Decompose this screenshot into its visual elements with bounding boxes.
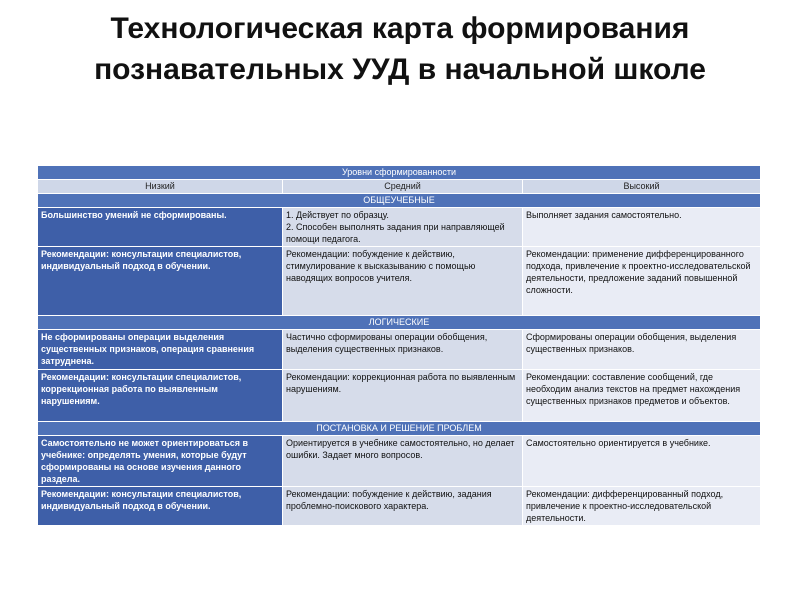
medium-level-cell: Ориентируется в учебнике самостоятельно, но делает ошибки. Задает много вопросов. [283, 436, 523, 487]
column-medium: Средний [283, 180, 523, 194]
table-row [38, 436, 761, 487]
high-level-cell: Рекомендации: дифференцированный подход, привлечение к проектно-исследовательской деятельности. [523, 487, 761, 526]
table-row [38, 247, 761, 316]
high-level-cell: Рекомендации: составление сообщений, где необходим анализ текстов на предмет нахождения существенных признаков предметов и объектов. [523, 370, 761, 422]
low-level-cell: Самостоятельно не может ориентироваться в учебнике: определять умения, которые будут сформированы на основе изучения данного раздела. [38, 436, 283, 487]
section-header: ПОСТАНОВКА И РЕШЕНИЕ ПРОБЛЕМ [38, 422, 761, 436]
section-header: ОБЩЕУЧЕБНЫЕ [38, 194, 761, 208]
medium-level-cell: Рекомендации: коррекционная работа по выявленным нарушениям. [283, 370, 523, 422]
section-header: ЛОГИЧЕСКИЕ [38, 316, 761, 330]
column-low: Низкий [38, 180, 283, 194]
low-level-cell: Рекомендации: консультации специалистов, индивидуальный подход в обучении. [38, 247, 283, 316]
column-high: Высокий [523, 180, 761, 194]
technology-map-table [37, 165, 761, 526]
high-level-cell: Выполняет задания самостоятельно. [523, 208, 761, 247]
table-row [38, 487, 761, 526]
low-level-cell: Рекомендации: консультации специалистов, индивидуальный подход в обучении. [38, 487, 283, 526]
high-level-cell: Сформированы операции обобщения, выделения существенных признаков. [523, 330, 761, 370]
low-level-cell: Большинство умений не сформированы. [38, 208, 283, 247]
table-row [38, 330, 761, 370]
table-row [38, 208, 761, 247]
table-row [38, 370, 761, 422]
medium-level-cell: 1. Действует по образцу. 2. Способен выполнять задания при направляющей помощи педагога. [283, 208, 523, 247]
high-level-cell: Самостоятельно ориентируется в учебнике. [523, 436, 761, 487]
levels-header: Уровни сформированности [38, 166, 761, 180]
high-level-cell: Рекомендации: применение дифференцированного подхода, привлечение к проектно-исследовательской деятельности, предложение заданий повышенной сложности. [523, 247, 761, 316]
low-level-cell: Рекомендации: консультации специалистов, коррекционная работа по выявленным нарушениям. [38, 370, 283, 422]
medium-level-cell: Рекомендации: побуждение к действию, стимулирование к высказыванию с помощью наводящих вопросов учителя. [283, 247, 523, 316]
low-level-cell: Не сформированы операции выделения существенных признаков, операция сравнения затруднена. [38, 330, 283, 370]
page-title: Технологическая карта формирования познавательных УУД в начальной школе [94, 12, 706, 86]
medium-level-cell: Частично сформированы операции обобщения, выделения существенных признаков. [283, 330, 523, 370]
medium-level-cell: Рекомендации: побуждение к действию, задания проблемно-поискового характера. [283, 487, 523, 526]
